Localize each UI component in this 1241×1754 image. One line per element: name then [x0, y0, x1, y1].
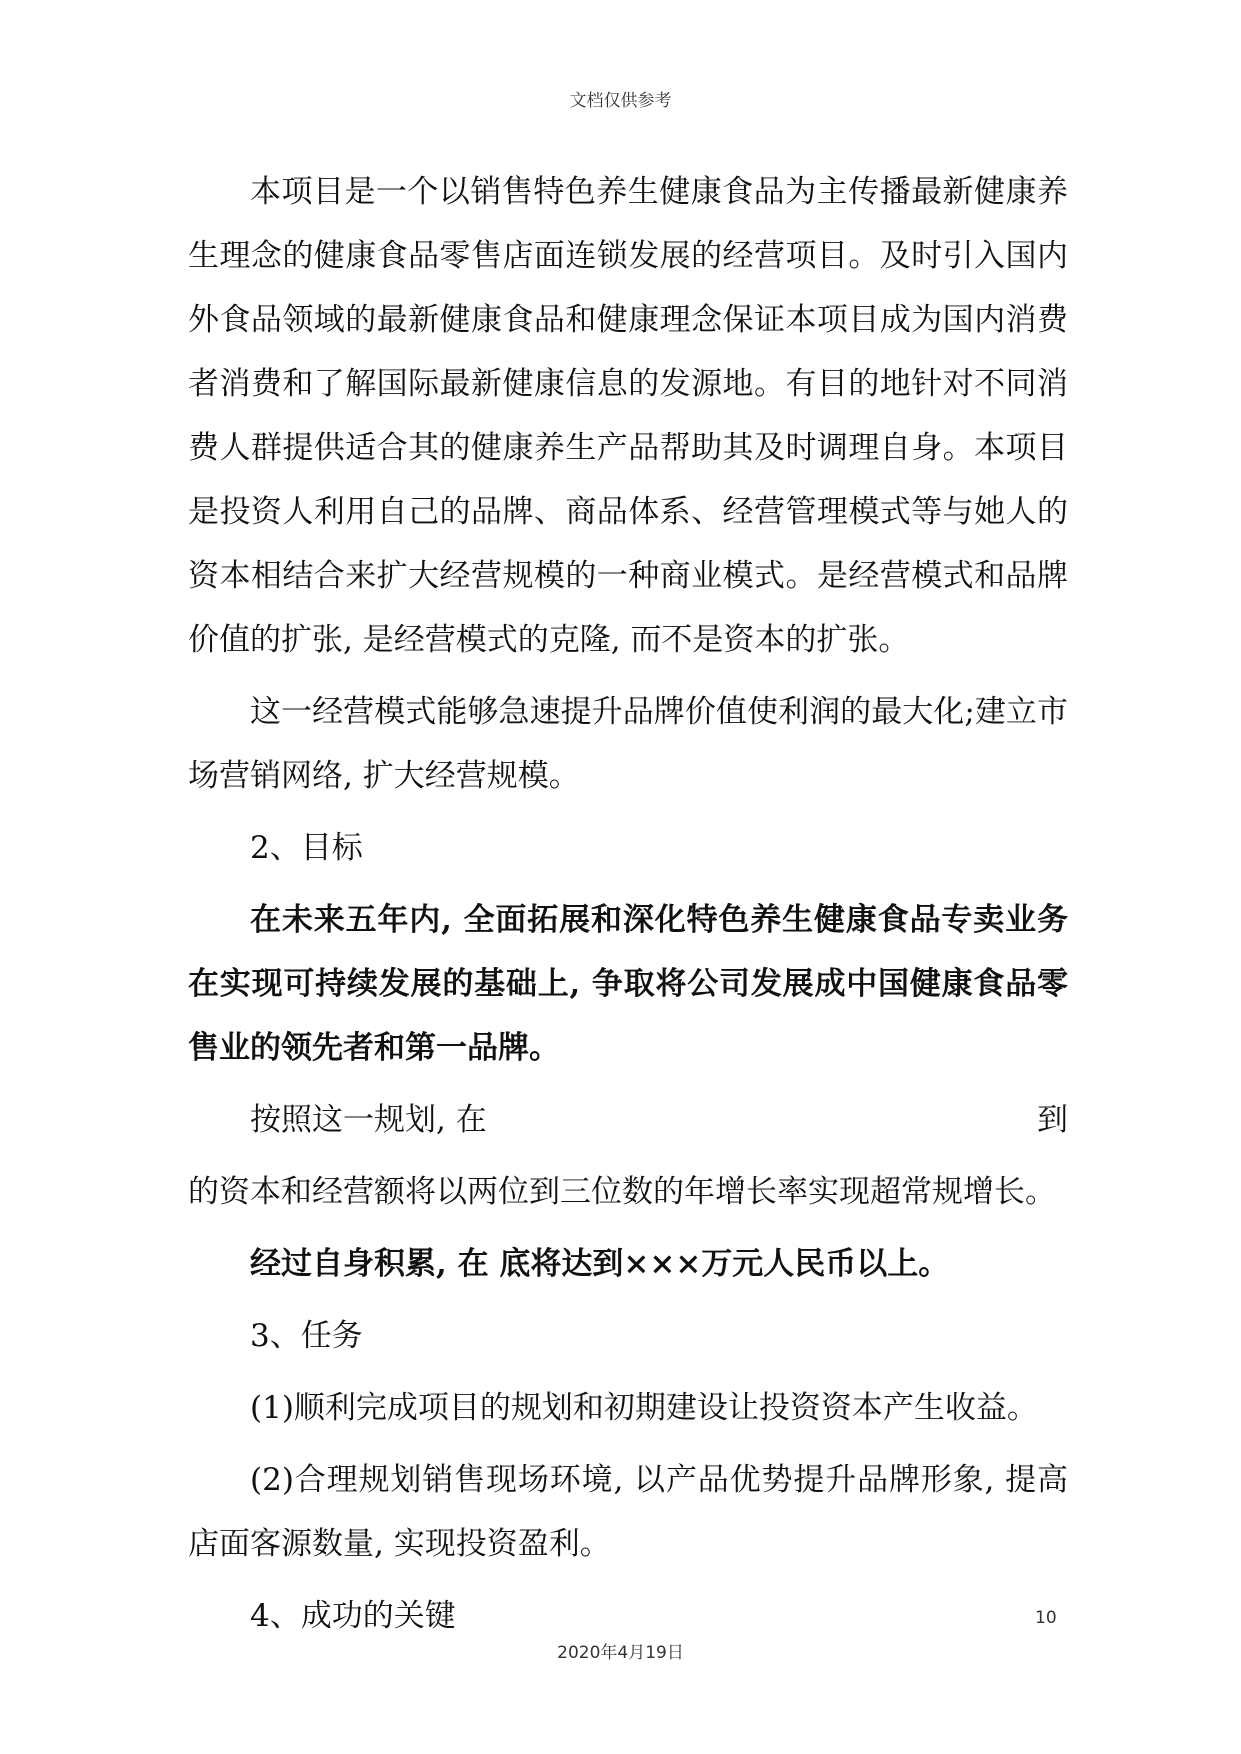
paragraph-task-2: (2)合理规划销售现场环境, 以产品优势提升品牌形象, 提高店面客源数量, 实现投资盈利。 [188, 1462, 1068, 1562]
paragraph-growth: 的资本和经营额将以两位到三位数的年增长率实现超常规增长。 [188, 1174, 1056, 1210]
page-number: 10 [1035, 1608, 1057, 1628]
plan-line-right: 到 [1037, 1102, 1068, 1138]
document-body [188, 160, 1068, 1656]
page-header: 文档仅供参考 [569, 91, 672, 111]
paragraph-project-intro: 本项目是一个以销售特色养生健康食品为主传播最新健康养生理念的健康食品零售店面连锁发展的经营项目。及时引入国内外食品领域的最新健康食品和健康理念保证本项目成为国内消费者消费和了解国际最新健康信息的发源地。有目的地针对不同消费人群提供适合其的健康养生产品帮助其及时调理自身。本项目是投资人利用自己的品牌、商品体系、经营管理模式等与她人的资本相结合来扩大经营规模的一种商业模式。是经营模式和品牌价值的扩张, 是经营模式的克隆, 而不是资本的扩张。 [188, 174, 1068, 658]
heading-goals: 2、目标 [250, 830, 363, 866]
plan-line-left: 按照这一规划, 在 [250, 1102, 487, 1138]
page-footer-date: 2020年4月19日 [557, 1643, 684, 1663]
paragraph-goal-statement: 在未来五年内, 全面拓展和深化特色养生健康食品专卖业务在实现可持续发展的基础上, 争取将公司发展成中国健康食品零售业的领先者和第一品牌。 [188, 902, 1068, 1066]
heading-success-keys: 4、成功的关键 [250, 1598, 456, 1634]
paragraph-plan-line [188, 1088, 1068, 1152]
paragraph-business-model: 这一经营模式能够急速提升品牌价值使利润的最大化;建立市场营销网络, 扩大经营规模。 [188, 694, 1068, 794]
heading-tasks: 3、任务 [250, 1318, 363, 1354]
paragraph-task-1: (1)顺利完成项目的规划和初期建设让投资资本产生收益。 [250, 1390, 1038, 1426]
paragraph-target-capital: 经过自身积累, 在 底将达到×××万元人民币以上。 [250, 1246, 950, 1282]
